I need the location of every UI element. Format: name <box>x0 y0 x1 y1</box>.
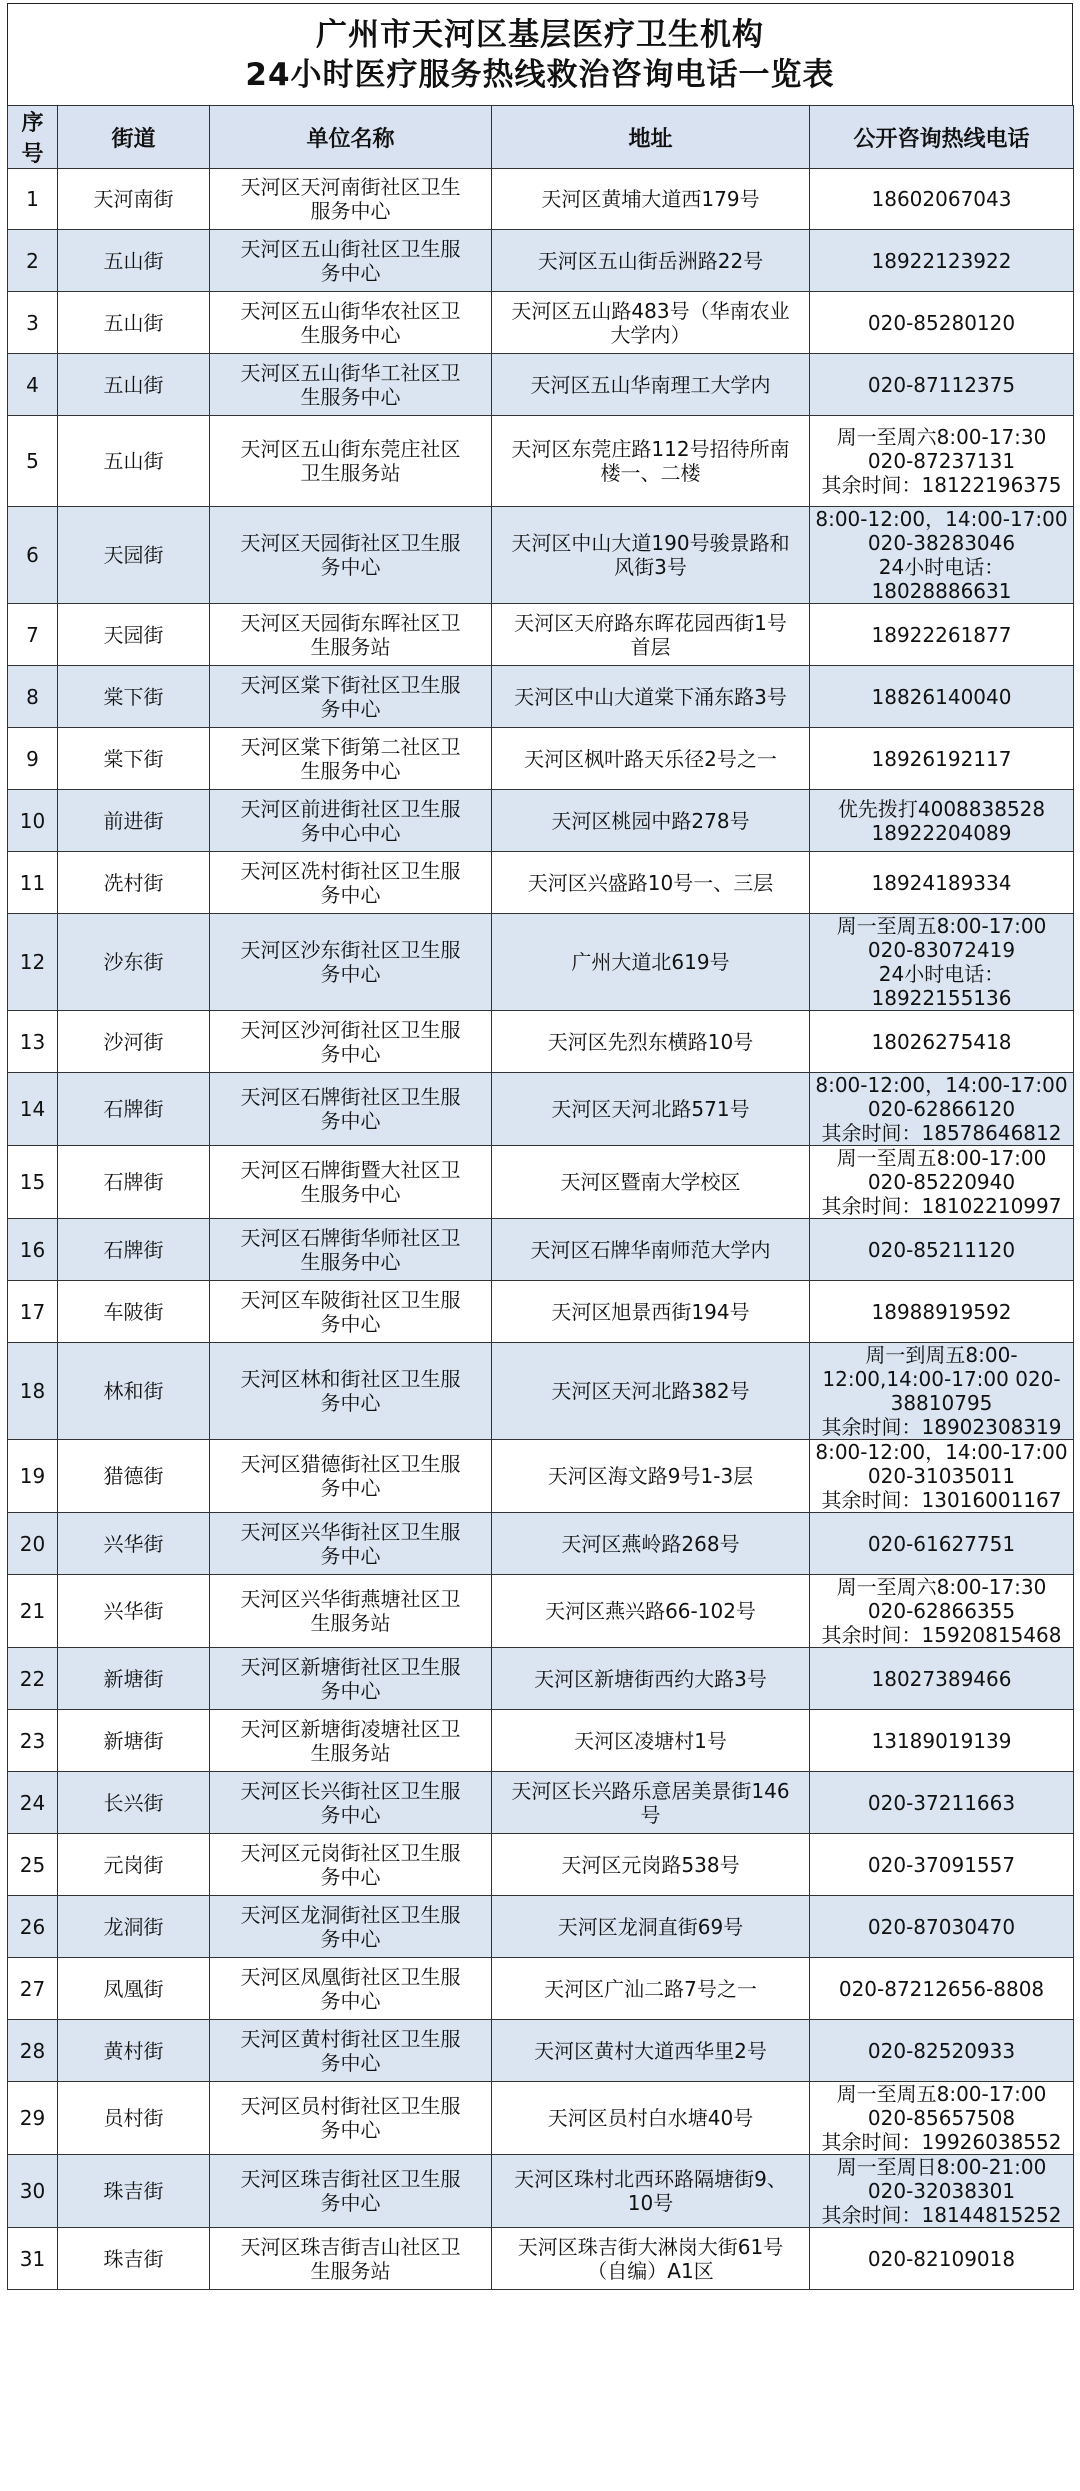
cell-phone: 020-37091557 <box>810 1834 1074 1896</box>
cell-unit: 天河区天园街社区卫生服 务中心 <box>210 507 492 604</box>
cell-street: 兴华街 <box>58 1513 210 1575</box>
cell-phone: 18026275418 <box>810 1011 1074 1073</box>
table-row <box>8 507 1074 604</box>
cell-phone: 18926192117 <box>810 728 1074 790</box>
cell-street: 林和街 <box>58 1343 210 1440</box>
cell-address: 天河区珠吉街大淋岗大街61号 （自编）A1区 <box>492 2228 810 2290</box>
cell-unit: 天河区兴华街燕塘社区卫 生服务站 <box>210 1575 492 1648</box>
cell-phone: 020-85280120 <box>810 292 1074 354</box>
cell-address: 天河区燕岭路268号 <box>492 1513 810 1575</box>
cell-address: 天河区海文路9号1-3层 <box>492 1440 810 1513</box>
table-row <box>8 790 1074 852</box>
cell-street: 黄村街 <box>58 2020 210 2082</box>
cell-unit: 天河区天河南街社区卫生 服务中心 <box>210 169 492 230</box>
cell-street: 车陂街 <box>58 1281 210 1343</box>
cell-phone: 周一至周五8:00-17:00 020-85657508 其余时间：19926038552 <box>810 2082 1074 2155</box>
cell-address: 天河区兴盛路10号一、三层 <box>492 852 810 914</box>
cell-street: 五山街 <box>58 230 210 292</box>
cell-street: 员村街 <box>58 2082 210 2155</box>
cell-phone: 020-85211120 <box>810 1219 1074 1281</box>
cell-unit: 天河区五山街社区卫生服 务中心 <box>210 230 492 292</box>
cell-address: 天河区员村白水塘40号 <box>492 2082 810 2155</box>
cell-street: 天园街 <box>58 507 210 604</box>
cell-address: 天河区黄村大道西华里2号 <box>492 2020 810 2082</box>
cell-unit: 天河区石牌街华师社区卫 生服务中心 <box>210 1219 492 1281</box>
cell-address: 天河区黄埔大道西179号 <box>492 169 810 230</box>
cell-no: 4 <box>8 354 58 416</box>
cell-street: 龙洞街 <box>58 1896 210 1958</box>
cell-address: 天河区新塘街西约大路3号 <box>492 1648 810 1710</box>
cell-address: 天河区中山大道190号骏景路和 风街3号 <box>492 507 810 604</box>
table-row <box>8 1834 1074 1896</box>
cell-unit: 天河区黄村街社区卫生服 务中心 <box>210 2020 492 2082</box>
table-row <box>8 666 1074 728</box>
cell-no: 2 <box>8 230 58 292</box>
cell-unit: 天河区棠下街社区卫生服 务中心 <box>210 666 492 728</box>
cell-no: 15 <box>8 1146 58 1219</box>
cell-unit: 天河区前进街社区卫生服 务中心中心 <box>210 790 492 852</box>
cell-street: 新塘街 <box>58 1710 210 1772</box>
cell-no: 18 <box>8 1343 58 1440</box>
table-row <box>8 728 1074 790</box>
cell-phone: 18922261877 <box>810 604 1074 666</box>
table-row <box>8 1011 1074 1073</box>
cell-unit: 天河区猎德街社区卫生服 务中心 <box>210 1440 492 1513</box>
cell-address: 天河区中山大道棠下涌东路3号 <box>492 666 810 728</box>
cell-unit: 天河区元岗街社区卫生服 务中心 <box>210 1834 492 1896</box>
cell-unit: 天河区五山街华工社区卫 生服务中心 <box>210 354 492 416</box>
cell-phone: 周一至周六8:00-17:30 020-62866355 其余时间：15920815468 <box>810 1575 1074 1648</box>
cell-phone: 020-61627751 <box>810 1513 1074 1575</box>
cell-address: 天河区燕兴路66-102号 <box>492 1575 810 1648</box>
cell-address: 天河区天河北路382号 <box>492 1343 810 1440</box>
cell-street: 凤凰街 <box>58 1958 210 2020</box>
cell-no: 21 <box>8 1575 58 1648</box>
cell-unit: 天河区新塘街社区卫生服 务中心 <box>210 1648 492 1710</box>
header-row <box>8 106 1074 169</box>
cell-unit: 天河区沙东街社区卫生服 务中心 <box>210 914 492 1011</box>
cell-street: 珠吉街 <box>58 2228 210 2290</box>
title-line-2: 24小时医疗服务热线救治咨询电话一览表 <box>245 56 835 93</box>
cell-phone: 周一至周六8:00-17:30 020-87237131 其余时间：18122196375 <box>810 416 1074 507</box>
cell-phone: 020-37211663 <box>810 1772 1074 1834</box>
cell-unit: 天河区天园街东晖社区卫 生服务站 <box>210 604 492 666</box>
cell-address: 天河区广汕二路7号之一 <box>492 1958 810 2020</box>
cell-street: 沙河街 <box>58 1011 210 1073</box>
table-row <box>8 1343 1074 1440</box>
cell-address: 天河区桃园中路278号 <box>492 790 810 852</box>
cell-address: 天河区元岗路538号 <box>492 1834 810 1896</box>
cell-no: 28 <box>8 2020 58 2082</box>
cell-address: 天河区天府路东晖花园西街1号 首层 <box>492 604 810 666</box>
header-no: 序号 <box>8 106 58 169</box>
cell-unit: 天河区兴华街社区卫生服 务中心 <box>210 1513 492 1575</box>
cell-street: 猎德街 <box>58 1440 210 1513</box>
cell-street: 天园街 <box>58 604 210 666</box>
table-row <box>8 230 1074 292</box>
table-row <box>8 1281 1074 1343</box>
table-row <box>8 292 1074 354</box>
cell-no: 14 <box>8 1073 58 1146</box>
cell-no: 17 <box>8 1281 58 1343</box>
cell-street: 石牌街 <box>58 1219 210 1281</box>
header-street: 街道 <box>58 106 210 169</box>
cell-no: 29 <box>8 2082 58 2155</box>
cell-phone: 18922123922 <box>810 230 1074 292</box>
table-row <box>8 1575 1074 1648</box>
header-phone: 公开咨询热线电话 <box>810 106 1074 169</box>
cell-street: 五山街 <box>58 292 210 354</box>
cell-address: 天河区长兴路乐意居美景街146 号 <box>492 1772 810 1834</box>
cell-unit: 天河区沙河街社区卫生服 务中心 <box>210 1011 492 1073</box>
table-row <box>8 2155 1074 2228</box>
table-row <box>8 1513 1074 1575</box>
table-row <box>8 2082 1074 2155</box>
table-row <box>8 416 1074 507</box>
cell-phone: 18924189334 <box>810 852 1074 914</box>
cell-phone: 020-87212656-8808 <box>810 1958 1074 2020</box>
header-address: 地址 <box>492 106 810 169</box>
cell-address: 天河区东莞庄路112号招待所南 楼一、二楼 <box>492 416 810 507</box>
table-row <box>8 1146 1074 1219</box>
table-row <box>8 914 1074 1011</box>
cell-no: 10 <box>8 790 58 852</box>
cell-phone: 13189019139 <box>810 1710 1074 1772</box>
cell-street: 冼村街 <box>58 852 210 914</box>
table-row <box>8 169 1074 230</box>
cell-no: 22 <box>8 1648 58 1710</box>
cell-no: 3 <box>8 292 58 354</box>
cell-phone: 020-87112375 <box>810 354 1074 416</box>
cell-unit: 天河区车陂街社区卫生服 务中心 <box>210 1281 492 1343</box>
table-row <box>8 2228 1074 2290</box>
cell-address: 天河区石牌华南师范大学内 <box>492 1219 810 1281</box>
table-title <box>7 3 1073 105</box>
cell-no: 31 <box>8 2228 58 2290</box>
cell-address: 天河区暨南大学校区 <box>492 1146 810 1219</box>
cell-phone: 18988919592 <box>810 1281 1074 1343</box>
table-row <box>8 1073 1074 1146</box>
cell-address: 天河区五山华南理工大学内 <box>492 354 810 416</box>
cell-address: 天河区旭景西街194号 <box>492 1281 810 1343</box>
cell-no: 12 <box>8 914 58 1011</box>
cell-street: 兴华街 <box>58 1575 210 1648</box>
cell-no: 26 <box>8 1896 58 1958</box>
cell-unit: 天河区新塘街凌塘社区卫 生服务站 <box>210 1710 492 1772</box>
cell-street: 沙东街 <box>58 914 210 1011</box>
cell-phone: 8:00-12:00，14:00-17:00 020-38283046 24小时电话： 18028886631 <box>810 507 1074 604</box>
cell-no: 25 <box>8 1834 58 1896</box>
cell-unit: 天河区棠下街第二社区卫 生服务中心 <box>210 728 492 790</box>
cell-address: 天河区天河北路571号 <box>492 1073 810 1146</box>
hotline-sheet <box>7 3 1073 2290</box>
cell-unit: 天河区凤凰街社区卫生服 务中心 <box>210 1958 492 2020</box>
cell-phone: 020-82109018 <box>810 2228 1074 2290</box>
table-row <box>8 1896 1074 1958</box>
table-row <box>8 852 1074 914</box>
cell-phone: 18826140040 <box>810 666 1074 728</box>
cell-no: 11 <box>8 852 58 914</box>
cell-unit: 天河区员村街社区卫生服 务中心 <box>210 2082 492 2155</box>
cell-street: 石牌街 <box>58 1146 210 1219</box>
cell-street: 五山街 <box>58 416 210 507</box>
cell-unit: 天河区珠吉街吉山社区卫 生服务站 <box>210 2228 492 2290</box>
cell-address: 广州大道北619号 <box>492 914 810 1011</box>
cell-address: 天河区五山街岳洲路22号 <box>492 230 810 292</box>
title-line-1: 广州市天河区基层医疗卫生机构 <box>316 16 764 53</box>
cell-address: 天河区五山路483号（华南农业 大学内） <box>492 292 810 354</box>
cell-no: 19 <box>8 1440 58 1513</box>
cell-street: 珠吉街 <box>58 2155 210 2228</box>
cell-phone: 周一至周五8:00-17:00 020-83072419 24小时电话： 18922155136 <box>810 914 1074 1011</box>
cell-phone: 优先拨打4008838528 18922204089 <box>810 790 1074 852</box>
cell-unit: 天河区龙洞街社区卫生服 务中心 <box>210 1896 492 1958</box>
cell-phone: 18027389466 <box>810 1648 1074 1710</box>
cell-no: 8 <box>8 666 58 728</box>
cell-address: 天河区枫叶路天乐径2号之一 <box>492 728 810 790</box>
cell-phone: 020-82520933 <box>810 2020 1074 2082</box>
cell-unit: 天河区长兴街社区卫生服 务中心 <box>210 1772 492 1834</box>
cell-street: 前进街 <box>58 790 210 852</box>
cell-phone: 周一到周五8:00- 12:00,14:00-17:00 020- 38810795 其余时间：18902308319 <box>810 1343 1074 1440</box>
cell-no: 30 <box>8 2155 58 2228</box>
cell-address: 天河区龙洞直街69号 <box>492 1896 810 1958</box>
cell-no: 5 <box>8 416 58 507</box>
cell-no: 23 <box>8 1710 58 1772</box>
table-row <box>8 1648 1074 1710</box>
cell-unit: 天河区石牌街社区卫生服 务中心 <box>210 1073 492 1146</box>
cell-no: 24 <box>8 1772 58 1834</box>
cell-street: 天河南街 <box>58 169 210 230</box>
cell-unit: 天河区石牌街暨大社区卫 生服务中心 <box>210 1146 492 1219</box>
cell-no: 16 <box>8 1219 58 1281</box>
cell-street: 元岗街 <box>58 1834 210 1896</box>
cell-unit: 天河区林和街社区卫生服 务中心 <box>210 1343 492 1440</box>
table-row <box>8 354 1074 416</box>
cell-no: 6 <box>8 507 58 604</box>
cell-address: 天河区珠村北西环路隔塘街9、 10号 <box>492 2155 810 2228</box>
cell-address: 天河区先烈东横路10号 <box>492 1011 810 1073</box>
cell-no: 9 <box>8 728 58 790</box>
table-row <box>8 1219 1074 1281</box>
table-row <box>8 1772 1074 1834</box>
cell-no: 7 <box>8 604 58 666</box>
cell-street: 棠下街 <box>58 666 210 728</box>
cell-no: 1 <box>8 169 58 230</box>
cell-phone: 8:00-12:00，14:00-17:00 020-62866120 其余时间：18578646812 <box>810 1073 1074 1146</box>
cell-street: 长兴街 <box>58 1772 210 1834</box>
cell-unit: 天河区珠吉街社区卫生服 务中心 <box>210 2155 492 2228</box>
cell-street: 五山街 <box>58 354 210 416</box>
cell-street: 新塘街 <box>58 1648 210 1710</box>
cell-no: 27 <box>8 1958 58 2020</box>
cell-phone: 18602067043 <box>810 169 1074 230</box>
header-unit: 单位名称 <box>210 106 492 169</box>
cell-no: 13 <box>8 1011 58 1073</box>
cell-unit: 天河区五山街东莞庄社区 卫生服务站 <box>210 416 492 507</box>
hotline-table <box>7 105 1074 2290</box>
cell-phone: 020-87030470 <box>810 1896 1074 1958</box>
table-body <box>8 169 1074 2290</box>
table-row <box>8 604 1074 666</box>
table-row <box>8 1958 1074 2020</box>
table-row <box>8 1440 1074 1513</box>
cell-unit: 天河区五山街华农社区卫 生服务中心 <box>210 292 492 354</box>
cell-street: 石牌街 <box>58 1073 210 1146</box>
cell-unit: 天河区冼村街社区卫生服 务中心 <box>210 852 492 914</box>
table-row <box>8 2020 1074 2082</box>
cell-address: 天河区凌塘村1号 <box>492 1710 810 1772</box>
cell-phone: 8:00-12:00，14:00-17:00 020-31035011 其余时间：13016001167 <box>810 1440 1074 1513</box>
cell-street: 棠下街 <box>58 728 210 790</box>
cell-phone: 周一至周日8:00-21:00 020-32038301 其余时间：18144815252 <box>810 2155 1074 2228</box>
cell-phone: 周一至周五8:00-17:00 020-85220940 其余时间：18102210997 <box>810 1146 1074 1219</box>
table-row <box>8 1710 1074 1772</box>
cell-no: 20 <box>8 1513 58 1575</box>
